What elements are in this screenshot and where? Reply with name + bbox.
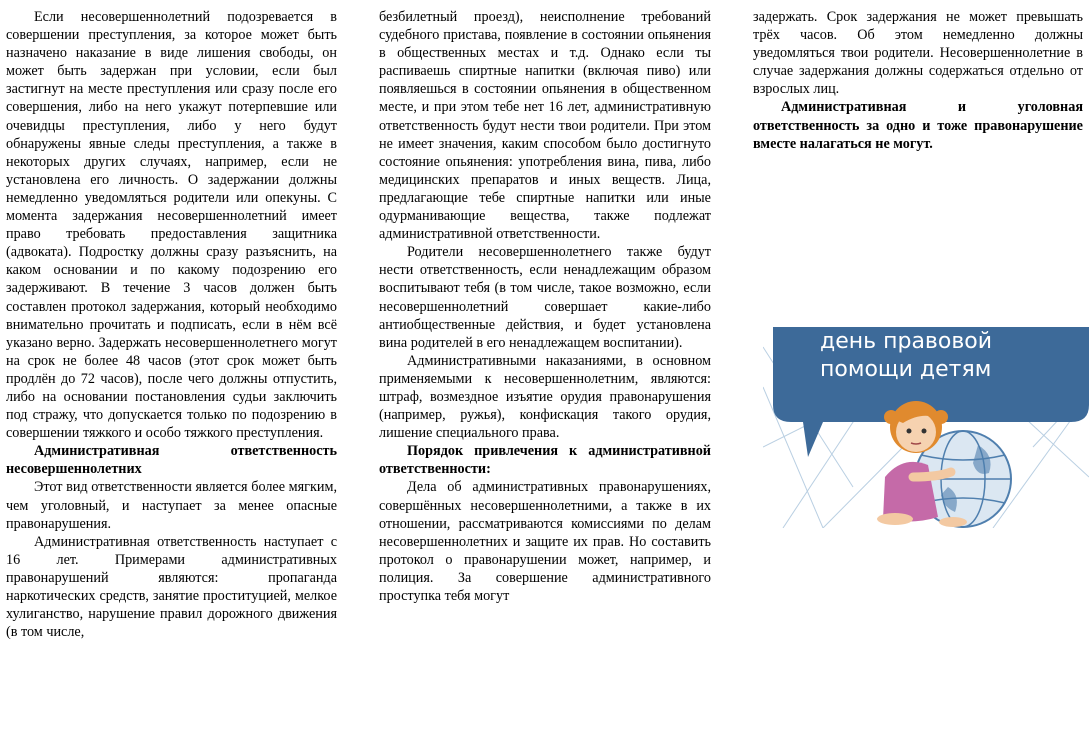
heading-no-double-responsibility: Административная и уголовная ответственность за одно и тоже правонарушение вместе налагаться не могут. (753, 99, 1083, 152)
heading-administrative-responsibility: Административная ответственность несовершеннолетних (6, 443, 337, 478)
banner-title (820, 328, 1060, 384)
paragraph-age-16: Административная ответственность наступает с 16 лет. Примерами административных правонарушений являются: пропаганда наркотических средств, занятие проституцией, мелкое хулиганство, нарушение правил дорожного движения (в том числе, (6, 533, 337, 641)
text-column-2 (379, 8, 711, 729)
paragraph-mild-responsibility: Этот вид ответственности является более мягким, чем уголовный, и наступает за менее опасные правонарушения. (6, 479, 337, 532)
paragraph-continued: безбилетный проезд), неисполнение требований судебного пристава, появление в состоянии опьянения в общественных местах и т.д. Однако если ты распиваешь спиртные напитки (включая пиво) или появляешься в состоянии опьянения в общественном месте, и при этом тебе нет 16 лет, административную ответственность будут нести твои родители. При этом не имеет значения, каким способом было достигнуто состояние опьянения: употребления вина, пива, либо медицинских препаратов и иных веществ. Лица, предлагающие тебе спиртные напитки или иные одурманивающие вещества, также подлежат административной ответственности. (379, 9, 711, 243)
paragraph-detention-term: задержать. Срок задержания не может превышать трёх часов. Об этом немедленно должны уведомляться твои родители. Несовершеннолетние в случае задержания должны содержаться отдельно от взрослых лиц. (753, 9, 1083, 98)
heading-procedure: Порядок привлечения к административной ответственности: (379, 443, 711, 478)
banner-title-line-1: день правовой (820, 329, 993, 354)
paragraph-cases: Дела об административных правонарушениях, совершённых несовершеннолетними, а также в их отношении, рассматриваются комиссиями по делам несовершеннолетних и защите их прав. Но составить протокол о правонарушении может, например, и полиция. За совершение административного проступка тебя могут (379, 479, 711, 604)
text-column-1 (6, 8, 337, 729)
paragraph-detention: Если несовершеннолетний подозревается в совершении преступления, за которое может быть назначено наказание в виде лишения свободы, он может быть задержан при условии, если был застигнут на месте преступления или сразу после его совершения, либо на него укажут потерпевшие или очевидцы преступления, либо у него будут обнаружены явные следы преступления, а также в некоторых других случаях, например, если не установлена его личность. О задержании должны немедленно уведомляться родители или опекуны. С момента задержания несовершеннолетний имеет право требовать предоставления защитника (адвоката). Подростку должны сразу разъяснить, на каком основании и по какому подозрению его задерживают. В течение 3 часов должен быть составлен протокол задержания, который необходимо внимательно прочитать и подписать, если в нём всё указано верно. Задержать несовершеннолетнего могут на срок не более 48 часов (этот срок может быть продлён до 72 часов), после чего должны отпустить, либо на основании постановления судьи заключить под стражу, что допускается только по подозрению в совершении тяжкого и особо тяжкого преступления. (6, 9, 337, 442)
paragraph-parents: Родители несовершеннолетнего также будут нести ответственность, если ненадлежащим образом воспитывают тебя (в том числе, такое возможно, если несовершеннолетний совершает какие-либо антиобщественные действия, и будет установлена вина родителей в его ненадлежащем воспитании). (379, 244, 711, 351)
banner-title-line-2: помощи детям (820, 357, 992, 382)
paragraph-punishments: Административными наказаниями, в основном применяемыми к несовершеннолетним, являются: штраф, возмездное изъятие орудия правонарушения (например, ружья), конфискация такого орудия, лишение специального права. (379, 352, 711, 442)
